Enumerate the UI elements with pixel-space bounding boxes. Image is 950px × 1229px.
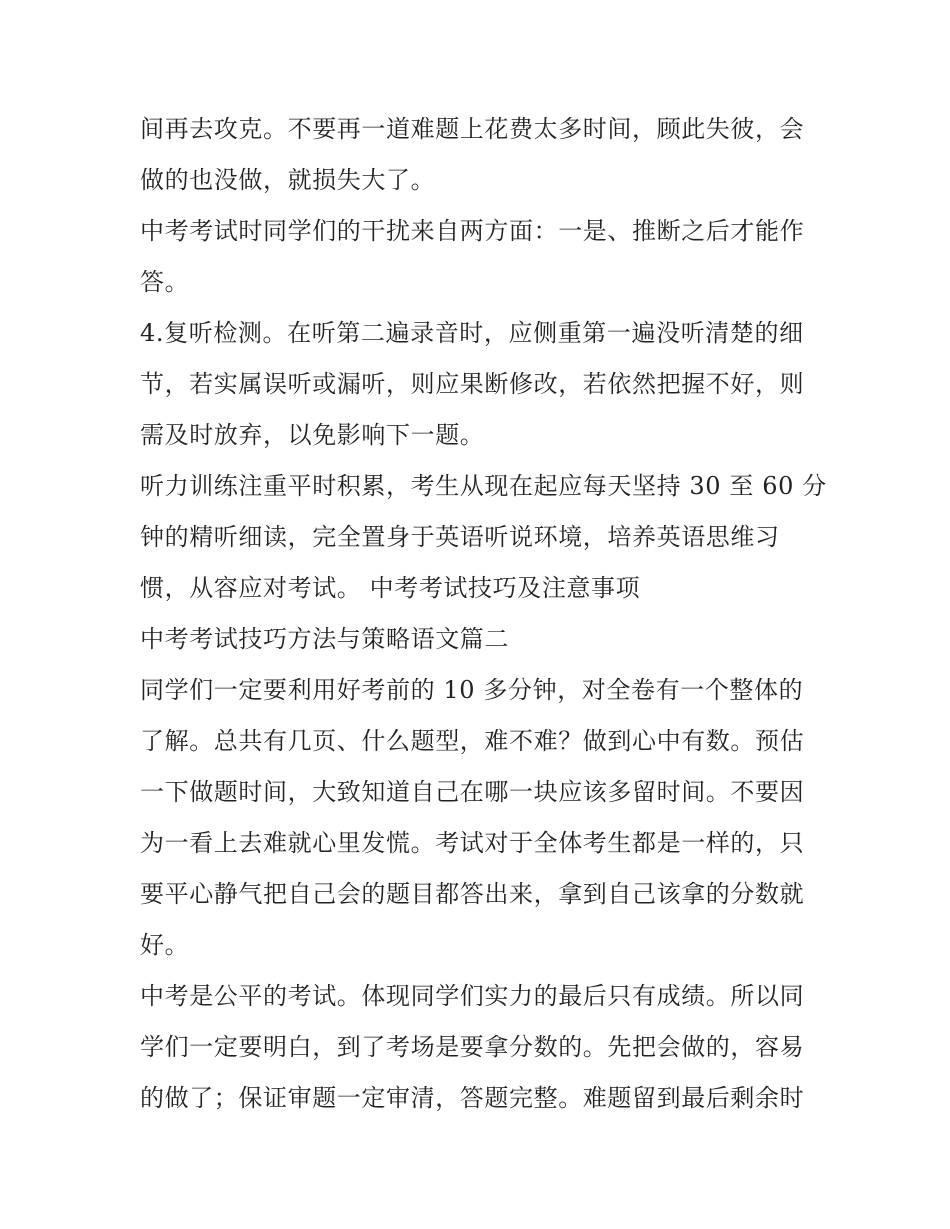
text-line: 了解。总共有几页、什么题型，难不难？做到心中有数。预估 bbox=[140, 727, 805, 755]
text-line: 答。 bbox=[140, 268, 190, 296]
text-line: 做的也没做，就损失大了。 bbox=[140, 166, 436, 194]
text-line: 要平心静气把自己会的题目都答出来，拿到自己该拿的分数就 bbox=[140, 880, 805, 908]
text-line: 惯，从容应对考试。 中考考试技巧及注意事项 bbox=[140, 574, 641, 602]
text-line: 一下做题时间，大致知道自己在哪一块应该多留时间。不要因 bbox=[140, 778, 805, 806]
text-line: 间再去攻克。不要再一道难题上花费太多时间，顾此失彼，会 bbox=[140, 115, 805, 143]
text-line: 同学们一定要利用好考前的 10 多分钟，对全卷有一个整体的 bbox=[140, 676, 804, 704]
text-line: 节，若实属误听或漏听，则应果断修改，若依然把握不好，则 bbox=[140, 370, 805, 398]
text-line: 中考考试时同学们的干扰来自两方面：一是、推断之后才能作 bbox=[140, 217, 805, 245]
text-line: 中考是公平的考试。体现同学们实力的最后只有成绩。所以同 bbox=[140, 982, 805, 1010]
text-line: 好。 bbox=[140, 931, 190, 959]
text-line: 4.复听检测。在听第二遍录音时，应侧重第一遍没听清楚的细 bbox=[140, 319, 804, 347]
text-line: 的做了；保证审题一定审清，答题完整。难题留到最后剩余时 bbox=[140, 1084, 805, 1112]
section-heading: 中考考试技巧方法与策略语文篇二 bbox=[140, 625, 509, 653]
text-line: 为一看上去难就心里发慌。考试对于全体考生都是一样的，只 bbox=[140, 829, 805, 857]
document-body bbox=[140, 104, 827, 1124]
text-line: 钟的精听细读，完全置身于英语听说环境，培养英语思维习 bbox=[140, 523, 780, 551]
text-line: 需及时放弃，以免影响下一题。 bbox=[140, 421, 485, 449]
text-line: 学们一定要明白，到了考场是要拿分数的。先把会做的，容易 bbox=[140, 1033, 805, 1061]
text-line: 听力训练注重平时积累，考生从现在起应每天坚持 30 至 60 分 bbox=[140, 472, 827, 500]
